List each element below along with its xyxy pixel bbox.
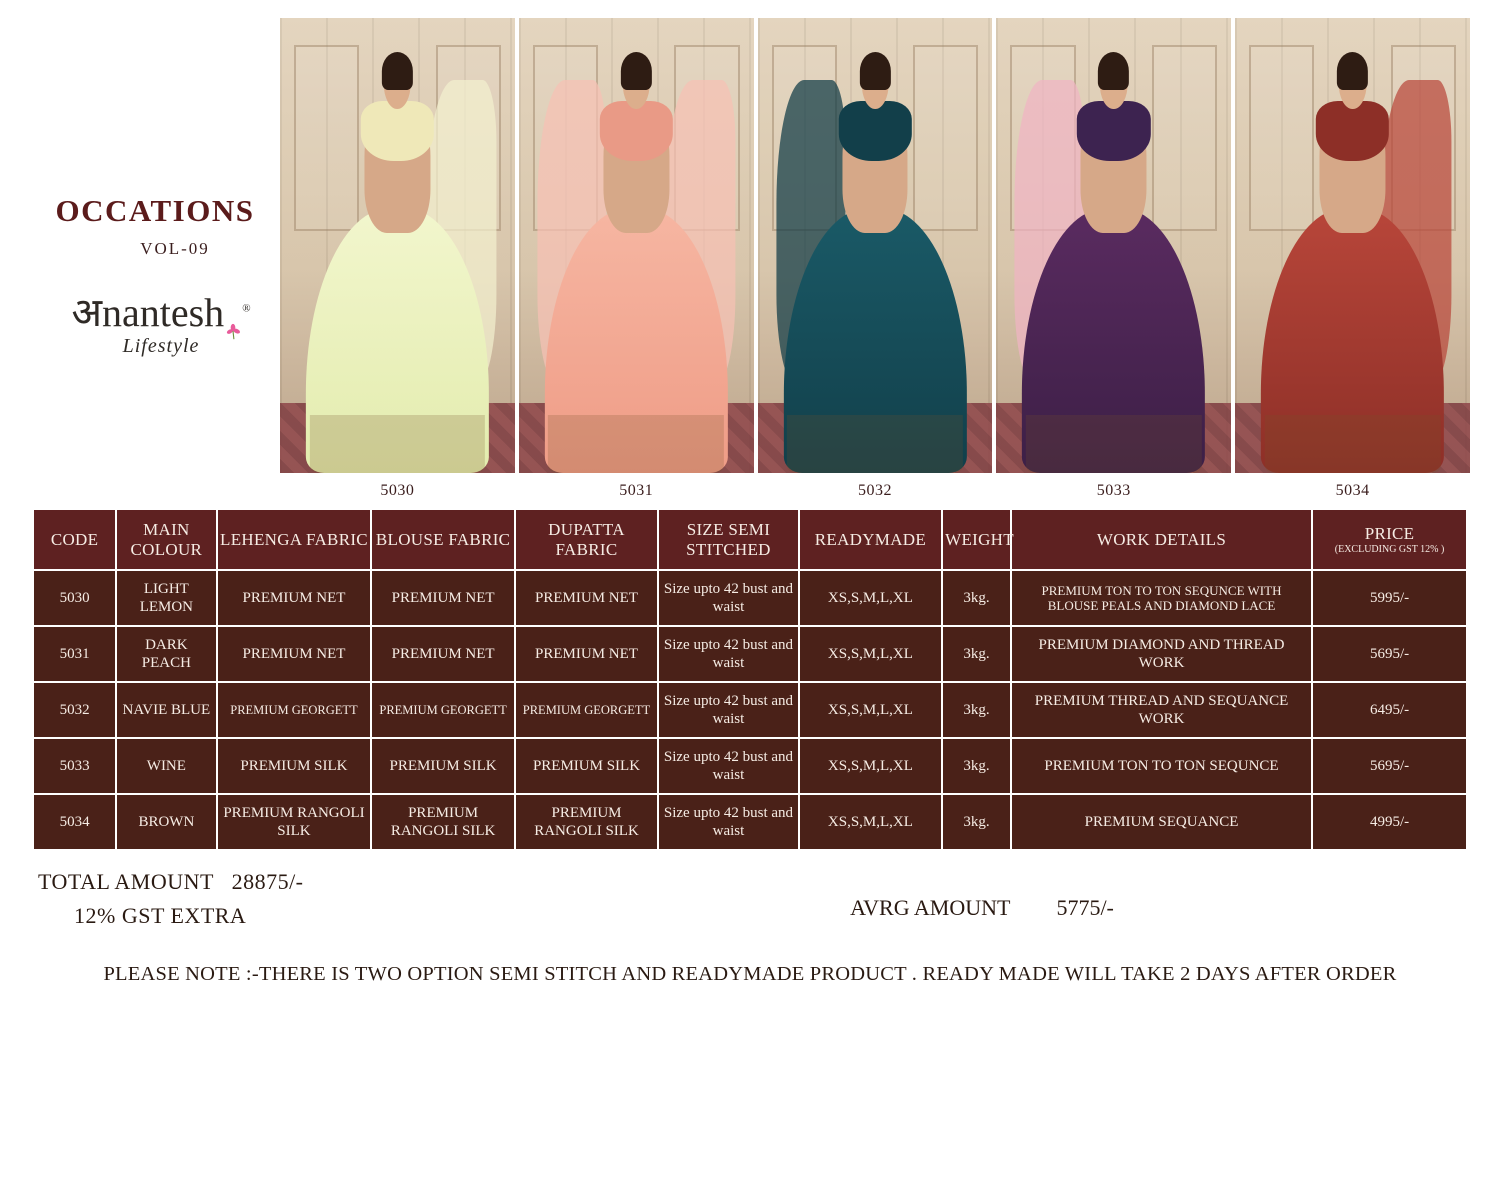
model-figure [1022,45,1205,473]
spec-table [32,508,1468,851]
col-header-weight: WEIGHT [942,509,1011,570]
model-figure [545,45,728,473]
table-row [33,626,1467,682]
model-hair [621,52,652,90]
model-hair [1337,52,1368,90]
cell-lehenga-fabric: PREMIUM SILK [217,738,372,794]
avrg-amount-block [820,869,1460,921]
brand-logo [71,290,251,358]
cell-code: 5033 [33,738,116,794]
cell-size: Size upto 42 bust and waist [658,626,799,682]
cell-price: 5695/- [1312,738,1467,794]
product-photo[interactable] [758,18,993,473]
total-amount-label: TOTAL AMOUNT [38,869,214,895]
brand-block [30,18,280,358]
col-header-blouse-fabric: BLOUSE FABRIC [371,509,514,570]
photo-code-label: 5033 [1096,482,1131,499]
cell-code: 5031 [33,626,116,682]
product-photo[interactable] [996,18,1231,473]
cell-weight: 3kg. [942,794,1011,850]
cell-weight: 3kg. [942,626,1011,682]
col-header-work-details: WORK DETAILS [1011,509,1312,570]
model-hair [859,52,890,90]
cell-price: 4995/- [1312,794,1467,850]
product-photo[interactable] [519,18,754,473]
cell-colour: DARK PEACH [116,626,216,682]
brand-logo-tagline: Lifestyle [122,335,200,357]
registered-mark: ® [242,302,251,315]
cell-readymade: XS,S,M,L,XL [799,738,942,794]
cell-code: 5032 [33,682,116,738]
col-header-size-semi-stitched: SIZE SEMI STITCHED [658,509,799,570]
cell-lehenga-fabric: PREMIUM RANGOLI SILK [217,794,372,850]
col-header-lehenga-fabric: LEHENGA FABRIC [217,509,372,570]
cell-colour: BROWN [116,794,216,850]
cell-colour: LIGHT LEMON [116,570,216,626]
cell-weight: 3kg. [942,738,1011,794]
model-blouse [1316,101,1389,161]
photo-code-label: 5034 [1335,482,1370,499]
cell-readymade: XS,S,M,L,XL [799,570,942,626]
cell-lehenga-fabric: PREMIUM GEORGETT [217,682,372,738]
cell-lehenga-fabric: PREMIUM NET [217,626,372,682]
brand-logo-text [71,290,251,335]
avrg-amount-label: AVRG AMOUNT [850,895,1011,921]
cell-blouse-fabric: PREMIUM GEORGETT [371,682,514,738]
photo-code-label: 5031 [619,482,654,499]
cell-colour: NAVIE BLUE [116,682,216,738]
model-blouse [600,101,673,161]
cell-size: Size upto 42 bust and waist [658,738,799,794]
cell-weight: 3kg. [942,682,1011,738]
avrg-amount-value: 5775/- [1056,895,1114,921]
model-blouse [1077,101,1150,161]
cell-work-details: PREMIUM TON TO TON SEQUNCE [1011,738,1312,794]
please-note-text: PLEASE NOTE :-THERE IS TWO OPTION SEMI STITCH AND READYMADE PRODUCT . READY MADE WILL TAKE 2 DAYS AFTER ORDER [103,963,1397,986]
product-photo[interactable] [1235,18,1470,473]
header-section [0,0,1500,500]
brand-logo-name: अnantesh [71,290,225,335]
cell-work-details: PREMIUM TON TO TON SEQUNCE WITH BLOUSE PEALS AND DIAMOND LACE [1011,570,1312,626]
total-amount-block [38,869,820,929]
cell-price: 5695/- [1312,626,1467,682]
col-header-price-label: PRICE [1364,524,1415,544]
table-row [33,682,1467,738]
cell-price: 6495/- [1312,682,1467,738]
photo-code-label: 5032 [857,482,892,499]
gallery-item[interactable] [996,18,1231,500]
page-title: OCCATIONS [55,193,255,228]
cell-dupatta-fabric: PREMIUM GEORGETT [515,682,658,738]
total-amount-line [38,869,820,895]
cell-work-details: PREMIUM THREAD AND SEQUANCE WORK [1011,682,1312,738]
table-row [33,570,1467,626]
cell-size: Size upto 42 bust and waist [658,682,799,738]
cell-code: 5034 [33,794,116,850]
photo-code-label: 5030 [380,482,415,499]
model-figure [1261,45,1444,473]
cell-readymade: XS,S,M,L,XL [799,682,942,738]
model-blouse [361,101,434,161]
gallery-item[interactable] [1235,18,1470,500]
totals-section [0,851,1500,929]
cell-blouse-fabric: PREMIUM NET [371,626,514,682]
product-gallery [280,18,1470,500]
cell-dupatta-fabric: PREMIUM NET [515,570,658,626]
cell-readymade: XS,S,M,L,XL [799,794,942,850]
col-header-main-colour: MAIN COLOUR [116,509,216,570]
cell-size: Size upto 42 bust and waist [658,794,799,850]
cell-dupatta-fabric: PREMIUM SILK [515,738,658,794]
spec-table-section [0,500,1500,851]
product-photo[interactable] [280,18,515,473]
col-header-dupatta-fabric: DUPATTA FABRIC [515,509,658,570]
cell-work-details: PREMIUM DIAMOND AND THREAD WORK [1011,626,1312,682]
table-header-row [33,509,1467,570]
cell-blouse-fabric: PREMIUM SILK [371,738,514,794]
cell-code: 5030 [33,570,116,626]
cell-blouse-fabric: PREMIUM NET [371,570,514,626]
volume-label: VOL-09 [140,239,210,258]
cell-work-details: PREMIUM SEQUANCE [1011,794,1312,850]
model-blouse [838,101,911,161]
table-row [33,738,1467,794]
model-hair [382,52,413,90]
model-figure [783,45,966,473]
col-header-price [1312,509,1467,570]
flower-icon [224,308,242,326]
cell-price: 5995/- [1312,570,1467,626]
total-amount-value: 28875/- [231,869,304,895]
cell-blouse-fabric: PREMIUM RANGOLI SILK [371,794,514,850]
col-header-readymade: READYMADE [799,509,942,570]
model-hair [1098,52,1129,90]
gallery-item[interactable] [758,18,993,500]
col-header-price-sub: (EXCLUDING GST 12% ) [1334,543,1445,555]
cell-lehenga-fabric: PREMIUM NET [217,570,372,626]
cell-readymade: XS,S,M,L,XL [799,626,942,682]
gallery-item[interactable] [519,18,754,500]
model-figure [306,45,489,473]
cell-dupatta-fabric: PREMIUM RANGOLI SILK [515,794,658,850]
gst-note: 12% GST EXTRA [74,903,247,929]
col-header-code: CODE [33,509,116,570]
table-row [33,794,1467,850]
cell-size: Size upto 42 bust and waist [658,570,799,626]
gallery-item[interactable] [280,18,515,500]
cell-colour: WINE [116,738,216,794]
cell-dupatta-fabric: PREMIUM NET [515,626,658,682]
cell-weight: 3kg. [942,570,1011,626]
